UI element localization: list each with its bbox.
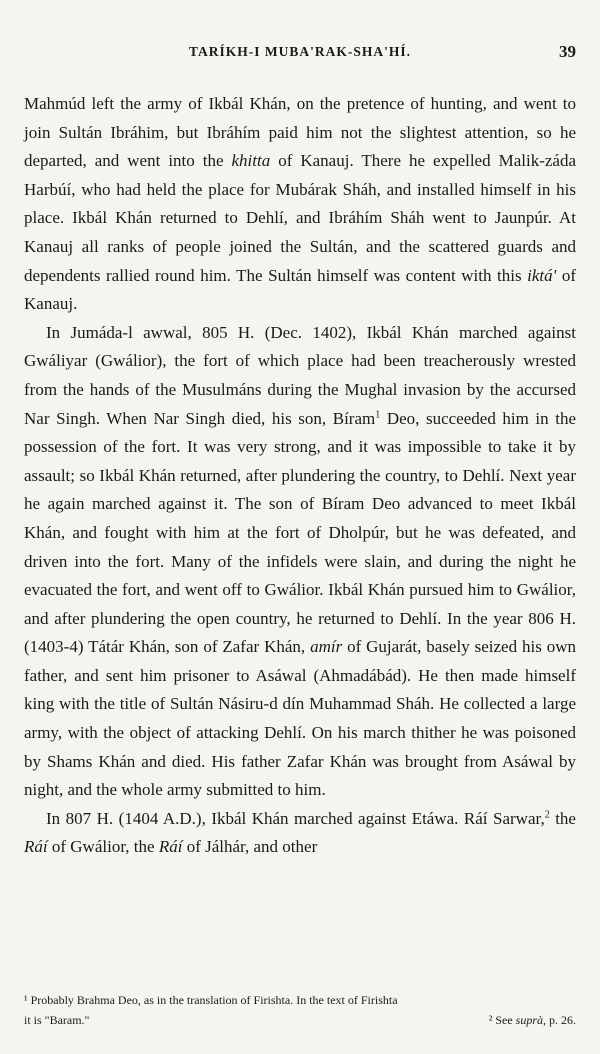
footnote-2-italic: suprà bbox=[515, 1013, 543, 1027]
text-run: of Gujarát, basely seized his own father, and sent him prisoner to Asáwal (Ahmadábád). He then made himself king with the title of Sultán Násiru-d dín Muhammad Sháh. He collected a large army, with the object of attacking Dehlí. On his march thither he was poisoned by Shams Khán and died. His father Zafar Khán was brought from Asáwal by night, and the whole army submitted to him. bbox=[24, 637, 576, 800]
paragraph-2 bbox=[24, 319, 576, 805]
footnote-row bbox=[24, 1010, 576, 1030]
running-title: TARÍKH-I MUBA'RAK-SHA'HÍ. bbox=[188, 44, 411, 59]
footnote-2 bbox=[489, 1010, 576, 1030]
text-run: of Kanauj. There he expelled Malik-záda Harbúí, who had held the place for Mubárak Sháh, and installed himself in his place. Ikbál Khán returned to Dehlí, and Ibráhím Sháh went to Jaunpúr. At Kanauj all ranks of people joined the Sultán, and the scattered guards and dependents rallied round him. The Sultán himself was content with this bbox=[24, 151, 576, 285]
text-run: Mahmúd left the army of Ikbál Khán, on the pretence of hunting, and went to join Sultán Ibráhim, but Ibráhím paid him not the slightest attention, so he departed, and went into the bbox=[24, 94, 576, 171]
italic-term: iktá' bbox=[527, 265, 557, 285]
text-run: of Gwálior, the bbox=[47, 837, 159, 857]
footnote-2-suffix: , p. 26. bbox=[543, 1013, 576, 1027]
footnote-ref-1[interactable]: 1 bbox=[375, 408, 381, 420]
body-text bbox=[24, 90, 576, 862]
text-run: of Jálhár, and other bbox=[182, 837, 318, 857]
footnote-1-line-2: it is "Baram." bbox=[24, 1013, 90, 1027]
text-run: In Jumáda-l awwal, 805 H. (Dec. 1402), Ikbál Khán marched against Gwáliyar (Gwálior), the fort of which place had been treacherously wrested from the hands of the Musulmáns during the Mughal invasion by the accursed Nar Singh. When Nar Singh died, his son, Bíram bbox=[24, 322, 576, 428]
paragraph-3 bbox=[24, 805, 576, 862]
italic-term: Ráí bbox=[24, 837, 48, 857]
page-header bbox=[24, 44, 576, 68]
text-run: of Kanauj. bbox=[24, 265, 576, 314]
footnote-ref-2[interactable]: 2 bbox=[544, 809, 550, 821]
text-run: Deo, succeeded him in the possession of the fort. It was very strong, and it was impossible to take it by assault; so Ikbál Khán returned, after plundering the country, to Dehlí. Next year he again marched against it. The son of Bíram Deo advanced to meet Ikbál Khán, and fought with him at the fort of Dholpúr, but he was defeated, and driven into the fort. Many of the infidels were slain, and during the night he evacuated the fort, and went off to Gwálior. Ikbál Khán pursued him to Gwálior, and after plundering the open country, he returned to Dehlí. In the year 806 H. (1403-4) Tátár Khán, son of Zafar Khán, bbox=[24, 408, 576, 657]
footnote-1-line-1: ¹ Probably Brahma Deo, as in the translation of Firishta. In the text of Firishta bbox=[24, 993, 398, 1007]
text-run: the bbox=[549, 808, 576, 828]
paragraph-1 bbox=[24, 90, 576, 319]
footnotes bbox=[24, 990, 576, 1030]
text-run: In 807 H. (1404 A.D.), Ikbál Khán marched against Etáwa. Ráí Sarwar, bbox=[46, 808, 545, 828]
italic-term: Ráí bbox=[158, 837, 183, 857]
page-number: 39 bbox=[559, 42, 576, 61]
italic-term: khitta bbox=[231, 151, 271, 171]
italic-term: amír bbox=[310, 637, 343, 657]
footnote-2-prefix: ² See bbox=[488, 1013, 516, 1027]
